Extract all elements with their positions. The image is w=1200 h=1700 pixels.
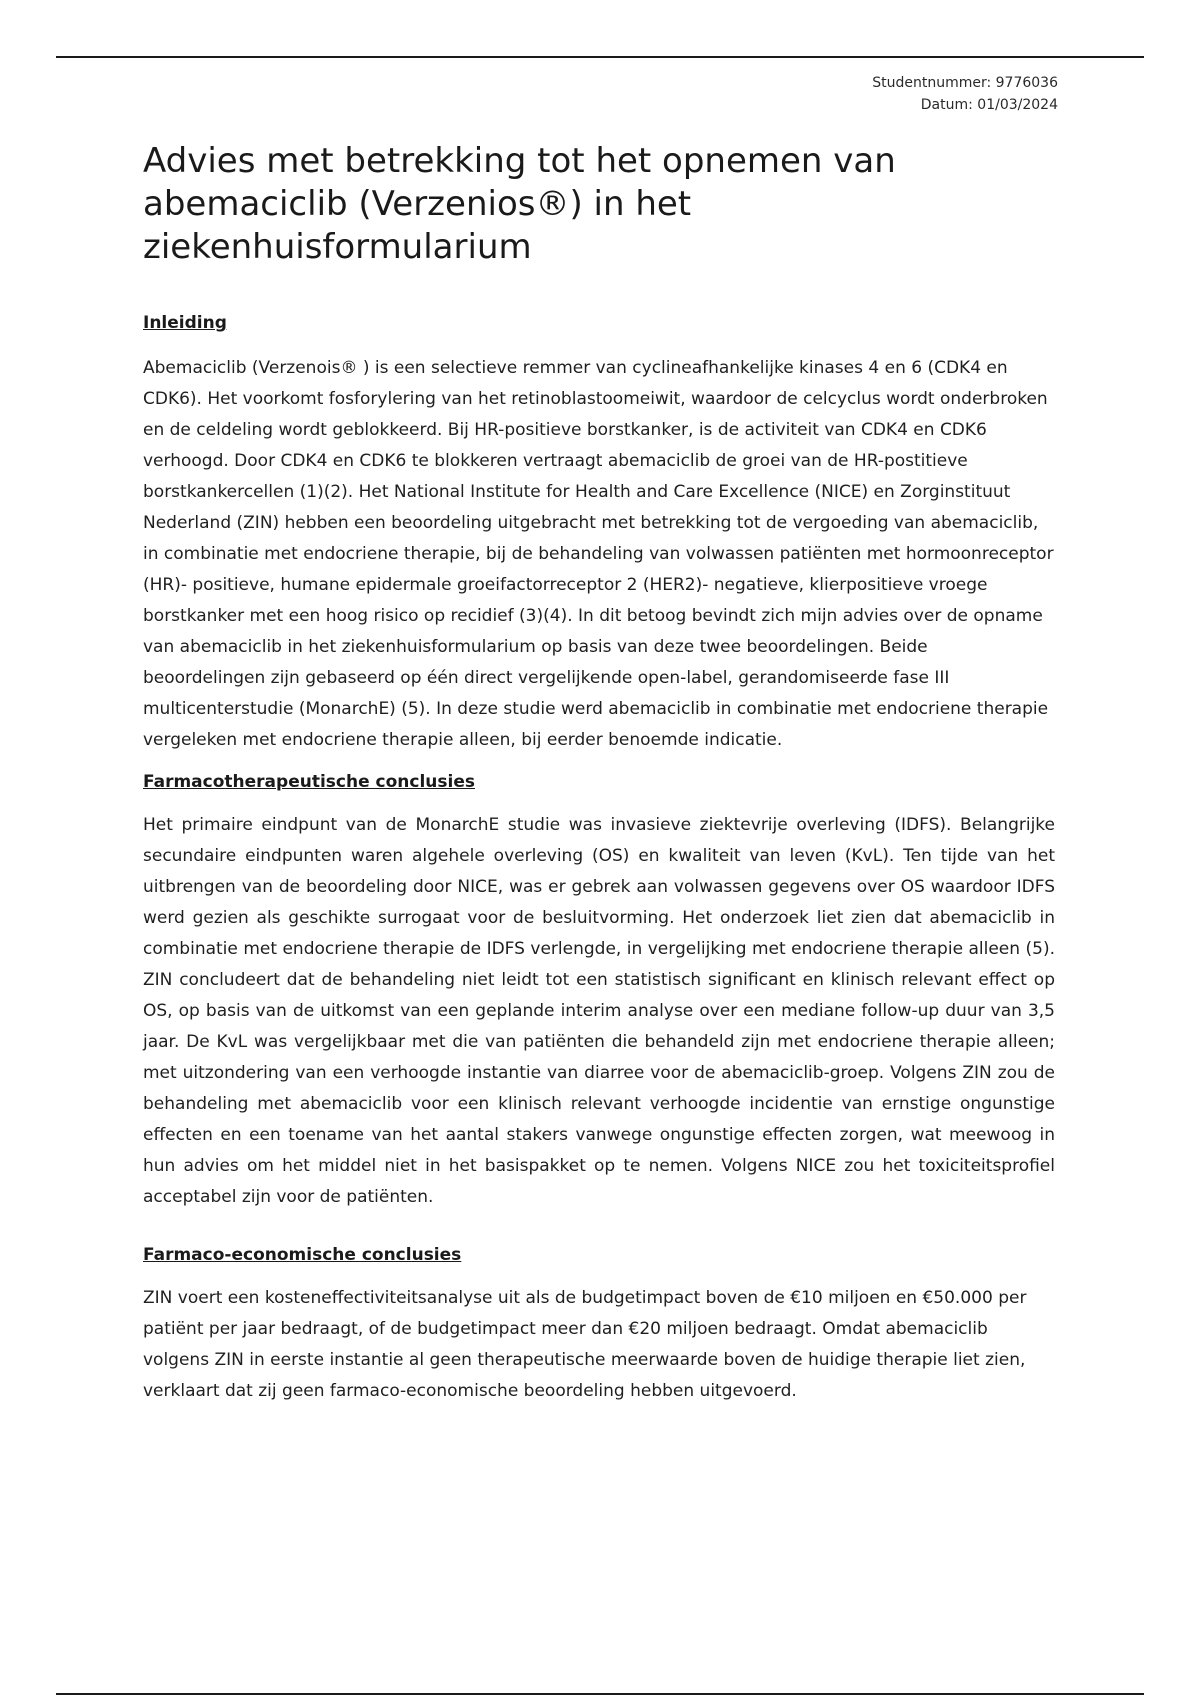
section-body-pharmacotherapeutic: Het primaire eindpunt van de MonarchE studie was invasieve ziektevrije overleving (IDFS). Belangrijke secundaire eindpunten waren algehele overleving (OS) en kwaliteit van leven (KvL). Ten tijde van het uitbrengen van de beoordeling door NICE, was er gebrek aan volwassen gegevens over OS waardoor IDFS werd gezien als geschikte surrogaat voor de besluitvorming. Het onderzoek liet zien dat abemaciclib in combinatie met endocriene therapie de IDFS verlengde, in vergelijking met endocriene therapie alleen (5). ZIN concludeert dat de behandeling niet leidt tot een statistisch significant en klinisch relevant effect op OS, op basis van de uitkomst van een geplande interim analyse over een mediane follow-up duur van 3,5 jaar. De KvL was vergelijkbaar met die van patiënten die behandeld zijn met endocriene therapie alleen; met uitzondering van een verhoogde instantie van diarree voor de abemaciclib-groep. Volgens ZIN zou de behandeling met abemaciclib voor een klinisch relevant verhoogde incidentie van ernstige ongunstige effecten en een toename van het aantal stakers vanwege ongunstige effecten zorgen, wat meewoog in hun advies om het middel niet in het basispakket op te nemen. Volgens NICE zou het toxiciteitsprofiel acceptabel zijn voor de patiënten. <box>143 815 1055 1207</box>
document-meta <box>872 72 1058 116</box>
section-heading-economic: Farmaco-economische conclusies <box>143 1245 462 1265</box>
document-body <box>143 140 1055 1407</box>
section-heading-intro: Inleiding <box>143 313 227 333</box>
student-number: Studentnummer: 9776036 <box>872 75 1058 91</box>
section-body-intro: Abemaciclib (Verzenois® ) is een selectieve remmer van cyclineafhankelijke kinases 4 en 6 (CDK4 en CDK6). Het voorkomt fosforylering van het retinoblastoomeiwit, waardoor de celcyclus wordt onderbroken en de celdeling wordt geblokkeerd. Bij HR-positieve borstkanker, is de activiteit van CDK4 en CDK6 verhoogd. Door CDK4 en CDK6 te blokkeren vertraagt abemaciclib de groei van de HR-postitieve borstkankercellen (1)(2). Het National Institute for Health and Care Excellence (NICE) en Zorginstituut Nederland (ZIN) hebben een beoordeling uitgebracht met betrekking tot de vergoeding van abemaciclib, in combinatie met endocriene therapie, bij de behandeling van volwassen patiënten met hormoonreceptor (HR)- positieve, humane epidermale groeifactorreceptor 2 (HER2)- negatieve, klierpositieve vroege borstkanker met een hoog risico op recidief (3)(4). In dit betoog bevindt zich mijn advies over de opname van abemaciclib in het ziekenhuisformularium op basis van deze twee beoordelingen. Beide beoordelingen zijn gebaseerd op één direct vergelijkende open-label, gerandomiseerde fase III multicenterstudie (MonarchE) (5). In deze studie werd abemaciclib in combinatie met endocriene therapie vergeleken met endocriene therapie alleen, bij eerder benoemde indicatie. <box>143 358 1054 750</box>
top-rule <box>56 56 1144 58</box>
document-date: Datum: 01/03/2024 <box>920 97 1058 113</box>
section-body-economic: ZIN voert een kosteneffectiviteitsanalyse uit als de budgetimpact boven de €10 miljoen en €50.000 per patiënt per jaar bedraagt, of de budgetimpact meer dan €20 miljoen bedraagt. Omdat abemaciclib volgens ZIN in eerste instantie al geen therapeutische meerwaarde boven de huidige therapie liet zien, verklaart dat zij geen farmaco-economische beoordeling hebben uitgevoerd. <box>143 1288 1027 1401</box>
document-title: Advies met betrekking tot het opnemen van abemaciclib (Verzenios®) in het ziekenhuisformularium <box>143 141 896 267</box>
bottom-rule <box>56 1693 1144 1695</box>
section-heading-pharmacotherapeutic: Farmacotherapeutische conclusies <box>143 772 475 792</box>
